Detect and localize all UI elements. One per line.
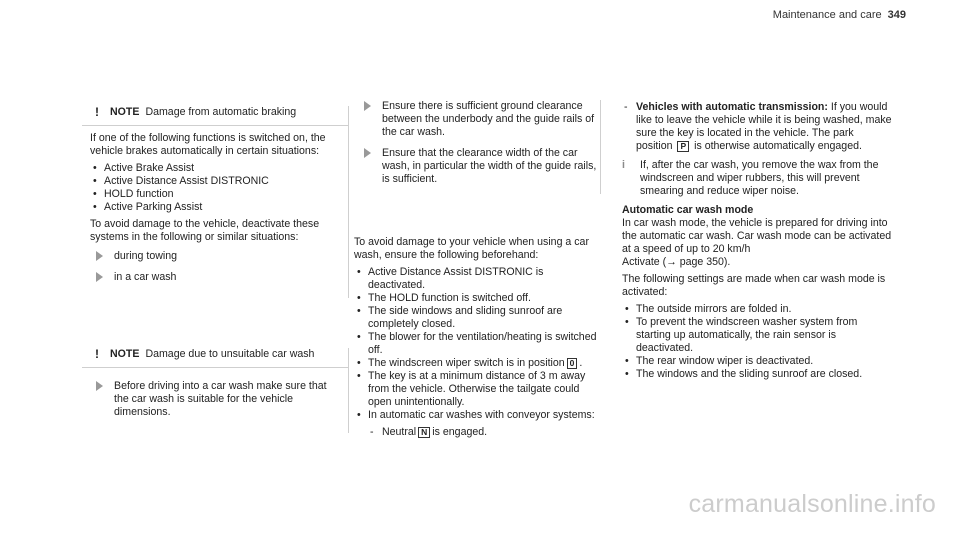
note-title: Damage due to unsuitable car wash: [145, 348, 315, 360]
step-arrow-icon: [364, 148, 371, 158]
step-text: during towing: [114, 250, 178, 262]
note-unsuitable-car-wash: [82, 348, 349, 433]
page-reference-link[interactable]: Activate (→ page 350).: [622, 256, 731, 268]
step-text: in a car wash: [114, 271, 177, 283]
watermark: carmanualsonline.info: [688, 490, 936, 518]
neutral-prefix: Neutral: [382, 426, 417, 438]
list-item: • Active Distance Assist DISTRONIC is deactivated.: [354, 266, 599, 292]
list-item: • The windscreen wiper switch is in position 0 .: [354, 357, 599, 370]
step-arrow-icon: [96, 272, 103, 282]
page-header: [773, 9, 906, 22]
step-item: [90, 271, 340, 284]
step-text: Before driving into a car wash make sure that the car wash is suitable for the vehicle dimensions.: [114, 380, 327, 418]
list-item: • The blower for the ventilation/heating is switched off.: [354, 331, 599, 357]
note-automatic-braking: [82, 106, 349, 298]
auto-transmission-text: If you would like to leave the vehicle while it is being washed, make sure the key is located in the vehicle. The park position: [636, 101, 892, 152]
settings-list: [622, 303, 892, 381]
car-wash-checklist: [354, 236, 599, 439]
info-note: [622, 159, 892, 198]
step-item: [358, 147, 600, 186]
step-item: [358, 100, 600, 139]
mode-text: [622, 217, 892, 256]
wiper-position-key: 0: [567, 358, 578, 369]
settings-intro: The following settings are made when car wash mode is activated:: [622, 273, 886, 298]
neutral-item: [368, 426, 599, 439]
dash: -: [624, 101, 628, 113]
list-item-text: The windscreen wiper switch is in position: [368, 357, 565, 369]
auto-transmission-item: [622, 101, 892, 153]
warning-icon: !: [95, 347, 99, 361]
page-number: 349: [887, 9, 906, 21]
list-item: • The side windows and sliding sunroof are completely closed.: [354, 305, 599, 331]
list-item: • The HOLD function is switched off.: [354, 292, 599, 305]
list-item: • Active Brake Assist: [90, 162, 340, 175]
mode-activate: [622, 256, 892, 269]
auto-transmission-text2: is otherwise automatically engaged.: [694, 140, 862, 152]
list-item: • Active Parking Assist: [90, 201, 340, 214]
checklist-intro: To avoid damage to your vehicle when using a car wash, ensure the following beforehand:: [354, 236, 589, 261]
note-title-row: [82, 348, 348, 368]
section-heading: Automatic car wash mode: [622, 204, 754, 216]
list-item: • In automatic car washes with conveyor systems:: [354, 409, 599, 422]
checklist: [354, 266, 599, 422]
step-text: Ensure that the clearance width of the car wash, in particular the width of the guide rails, is sufficient.: [382, 147, 597, 185]
step-item: [90, 250, 340, 263]
note-label: NOTE: [110, 106, 140, 118]
info-text: If, after the car wash, you remove the wax from the windscreen and wiper rubbers, this will prevent smearing and reduce wiper noise.: [640, 159, 879, 197]
step-arrow-icon: [96, 251, 103, 261]
list-item: • The rear window wiper is deactivated.: [622, 355, 892, 368]
list-item: • Active Distance Assist DISTRONIC: [90, 175, 340, 188]
neutral-key: N: [418, 427, 430, 438]
note-body: [82, 368, 348, 433]
note-label: NOTE: [110, 348, 140, 360]
step-text: Ensure there is sufficient ground clearance between the underbody and the guide rails of the car wash.: [382, 100, 595, 138]
step-arrow-icon: [364, 101, 371, 111]
warning-icon: !: [95, 105, 99, 119]
note-intro: If one of the following functions is switched on, the vehicle brakes automatically in certain situations:: [90, 132, 326, 157]
list-item: • HOLD function: [90, 188, 340, 201]
list-item: • The windows and the sliding sunroof are closed.: [622, 368, 892, 381]
note-title: Damage from automatic braking: [145, 106, 297, 118]
note-title-row: [82, 106, 348, 126]
info-icon: i: [622, 159, 625, 171]
section-title: Maintenance and care: [772, 9, 882, 21]
neutral-suffix: is engaged.: [432, 426, 488, 438]
column-3: [622, 101, 892, 385]
list-item: • The outside mirrors are folded in.: [622, 303, 892, 316]
note-advice: To avoid damage to the vehicle, deactivate these systems in the following or similar situations:: [90, 218, 320, 243]
step-arrow-icon: [96, 381, 103, 391]
functions-list: [90, 162, 340, 214]
list-item: • The key is at a minimum distance of 3 m away from the vehicle. Otherwise the tailgate could open unintentionally.: [354, 370, 599, 409]
park-key: P: [677, 141, 689, 152]
note-continued: [352, 100, 601, 194]
dash: -: [370, 426, 374, 438]
auto-transmission-label: Vehicles with automatic transmission:: [636, 101, 828, 113]
note-body: [82, 126, 348, 298]
list-item: • To prevent the windscreen washer system from starting up automatically, the rain sensor is deactivated.: [622, 316, 892, 355]
step-item: [90, 380, 340, 419]
mode-text-line: In car wash mode, the vehicle is prepared for driving into the automatic car wash. Car wash mode can be activated at a speed of up to 20 km/h: [622, 217, 892, 255]
